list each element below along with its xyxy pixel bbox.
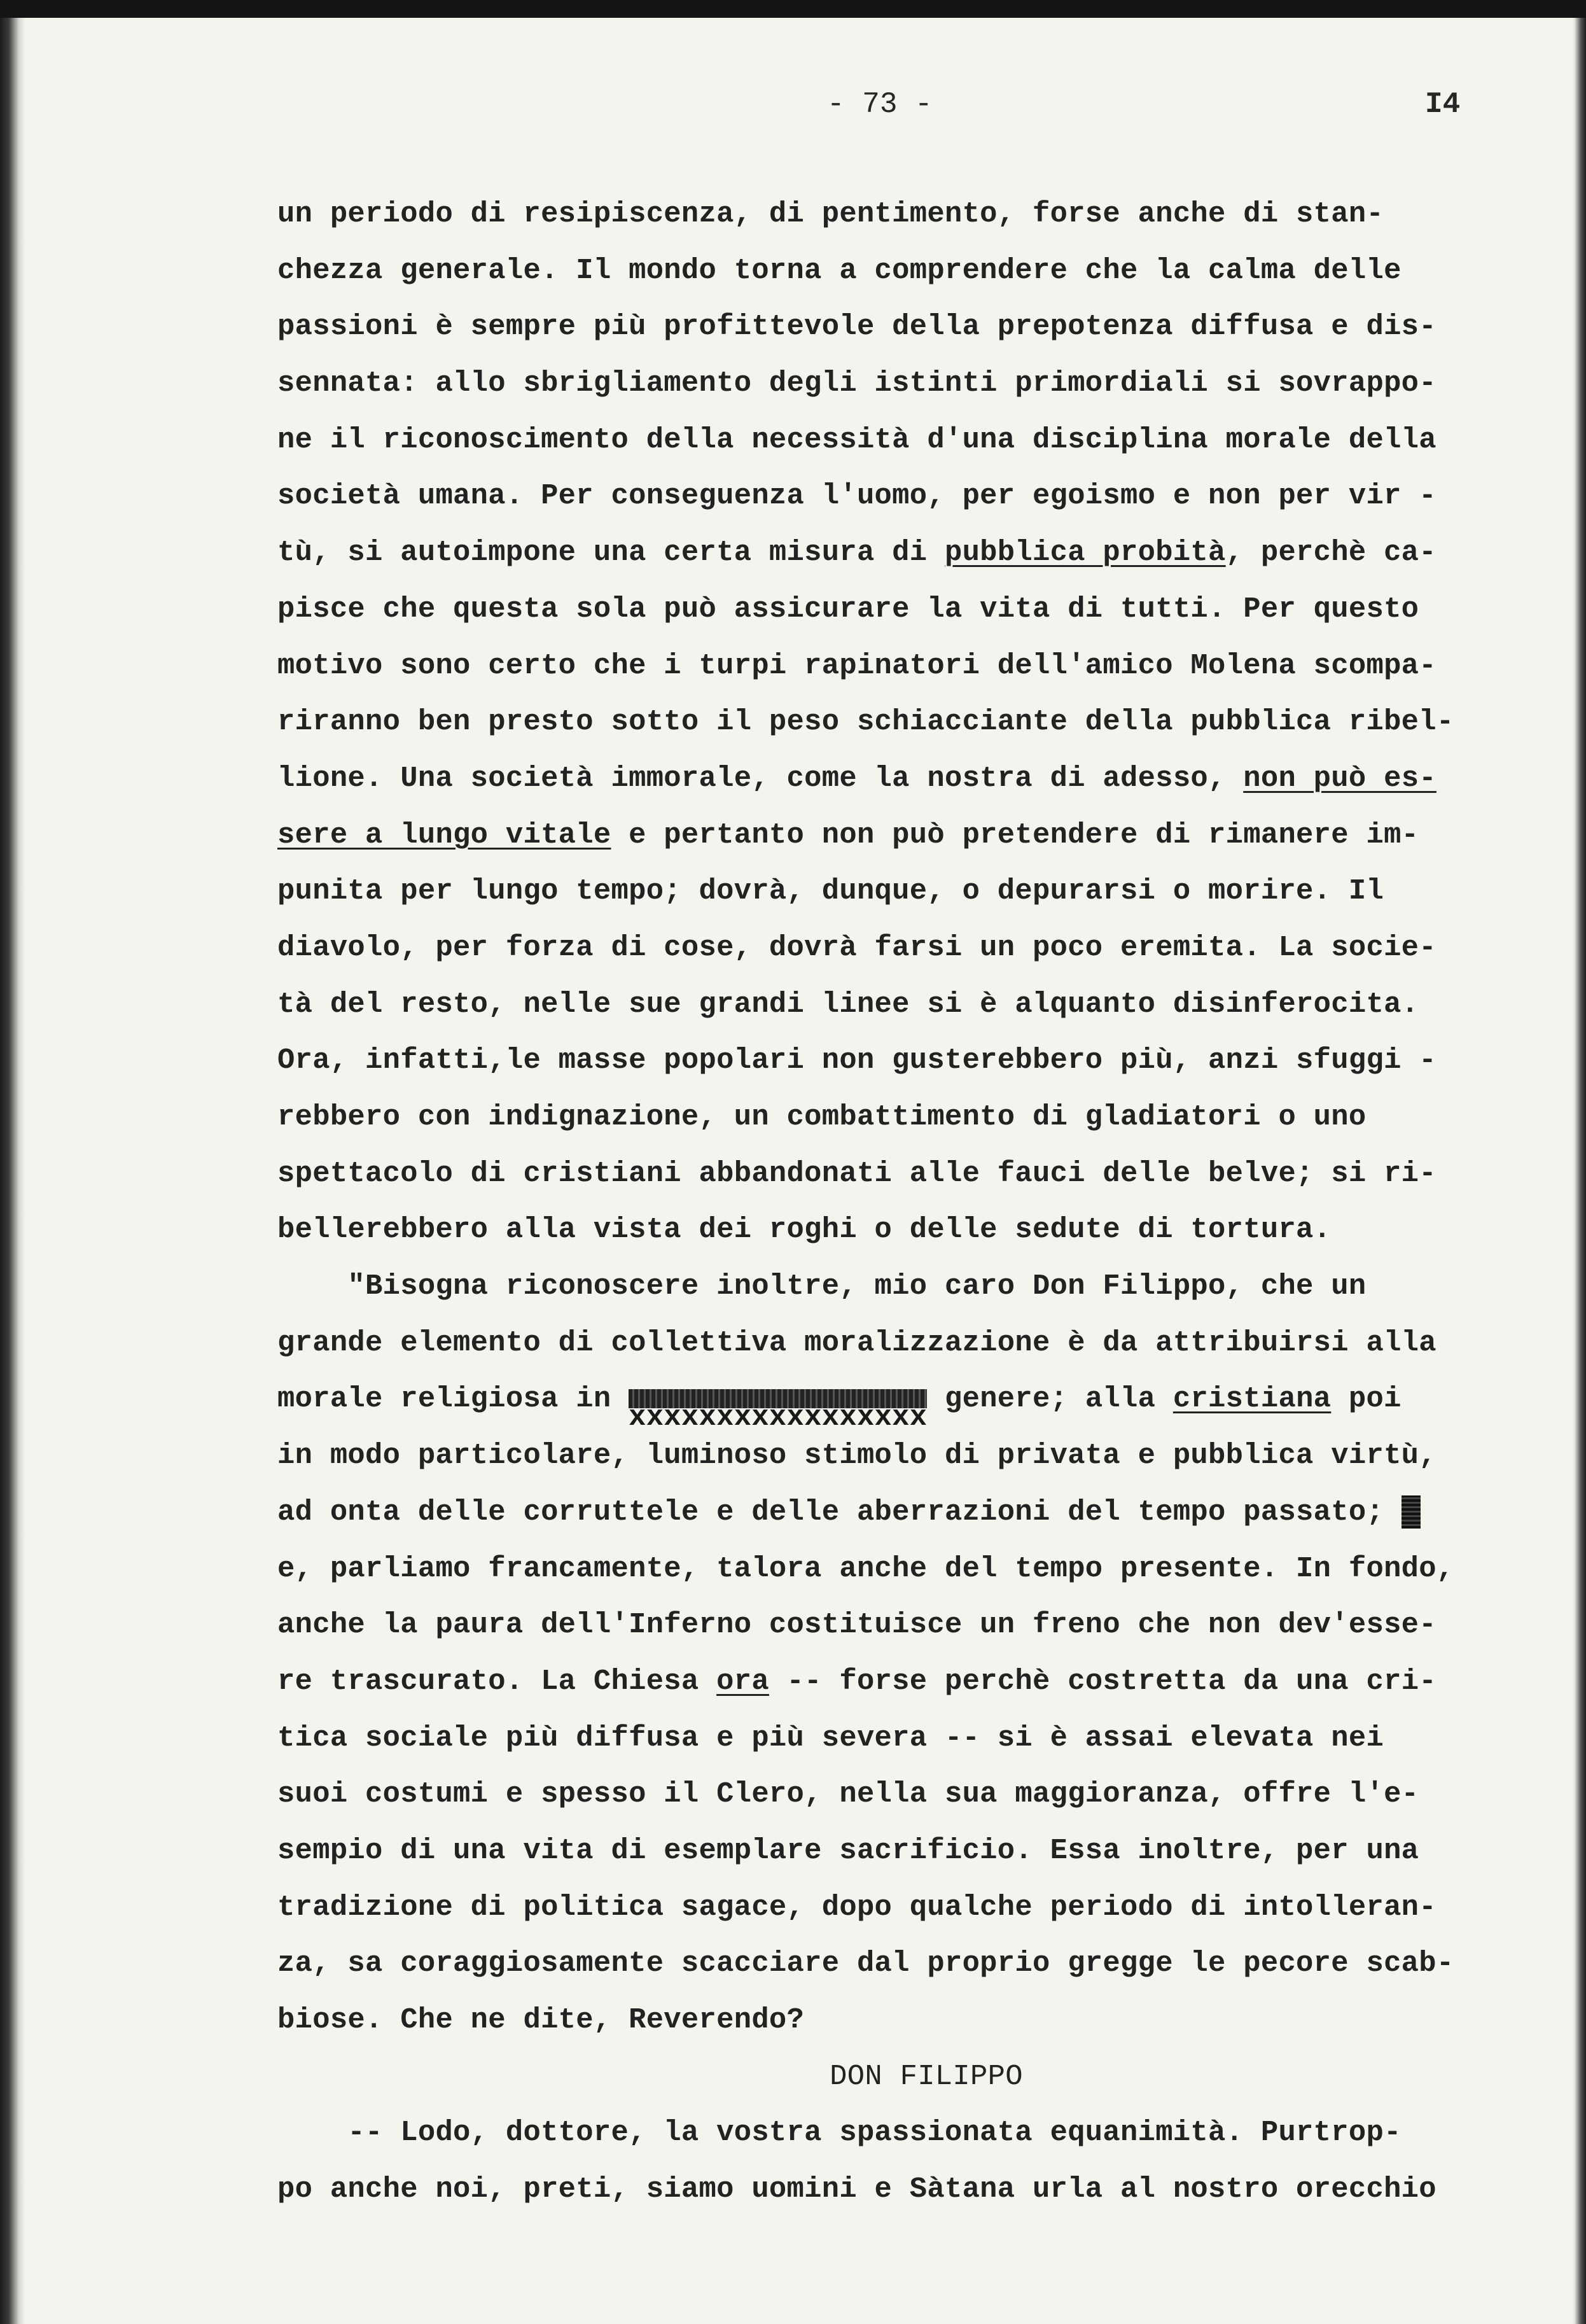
text-line: e, parliamo francamente, talora anche del tempo presente. In fondo, bbox=[277, 1551, 1454, 1585]
text-line: motivo sono certo che i turpi rapinatori dell'amico Molena scompa- bbox=[277, 648, 1436, 682]
struck-out-text: xxxxxxxxxxxxxxxxx bbox=[629, 1389, 927, 1408]
text-line: anche la paura dell'Inferno costituisce un freno che non dev'esse- bbox=[277, 1608, 1436, 1642]
text-line bbox=[277, 750, 1575, 807]
text-segment: ad onta delle corruttele e delle aberrazioni del tempo passato; bbox=[277, 1495, 1402, 1529]
page-number: - 73 - bbox=[827, 88, 933, 121]
text-line bbox=[277, 1484, 1575, 1541]
text-line bbox=[277, 524, 1575, 581]
text-segment: lione. Una società immorale, come la nostra di adesso, bbox=[277, 761, 1244, 795]
underlined-text: ora bbox=[716, 1664, 769, 1698]
text-line: tradizione di politica sagace, dopo qualche periodo di intolleran- bbox=[277, 1890, 1436, 1924]
text-line: punita per lungo tempo; dovrà, dunque, o depurarsi o morire. Il bbox=[277, 874, 1384, 908]
sheet-number: I4 bbox=[1425, 88, 1461, 121]
text-line: po anche noi, preti, siamo uomini e Sàtana urla al nostro orecchio bbox=[277, 2173, 1436, 2206]
body-text bbox=[277, 186, 1575, 2218]
text-line: -- Lodo, dottore, la vostra spassionata equanimità. Purtrop- bbox=[277, 2116, 1402, 2150]
text-line: suoi costumi e spesso il Clero, nella sua maggioranza, offre l'e- bbox=[277, 1777, 1419, 1811]
text-segment: morale religiosa in bbox=[277, 1382, 629, 1416]
text-line: un periodo di resipiscenza, di pentimento, forse anche di stan- bbox=[277, 197, 1384, 230]
underlined-text: non può es- bbox=[1243, 761, 1436, 795]
text-line: in modo particolare, luminoso stimolo di privata e pubblica virtù, bbox=[277, 1439, 1436, 1473]
text-line: chezza generale. Il mondo torna a comprendere che la calma delle bbox=[277, 253, 1402, 287]
text-line: grande elemento di collettiva moralizzazione è da attribuirsi alla bbox=[277, 1326, 1436, 1359]
text-segment: , perchè ca- bbox=[1225, 536, 1436, 570]
text-line: bellerebbero alla vista dei roghi o delle sedute di tortura. bbox=[277, 1213, 1332, 1247]
text-line: tica sociale più diffusa e più severa -- si è assai elevata nei bbox=[277, 1721, 1384, 1754]
text-line: ne il riconoscimento della necessità d'una disciplina morale della bbox=[277, 423, 1436, 456]
text-segment: e pertanto non può pretendere di rimanere im- bbox=[611, 818, 1419, 851]
text-line bbox=[277, 1371, 1575, 1434]
underlined-text: pubblica probità bbox=[944, 536, 1226, 570]
text-segment: tù, si autoimpone una certa misura di bbox=[277, 536, 945, 570]
text-line: "Bisogna riconoscere inoltre, mio caro Don Filippo, che un bbox=[277, 1270, 1367, 1303]
text-line: sennata: allo sbrigliamento degli istinti primordiali si sovrappo- bbox=[277, 367, 1436, 400]
text-line: riranno ben presto sotto il peso schiacciante della pubblica ribel- bbox=[277, 705, 1454, 739]
scan-top-border bbox=[0, 0, 1586, 18]
underlined-text: sere a lungo vitale bbox=[277, 818, 611, 851]
text-line: za, sa coraggiosamente scacciare dal proprio gregge le pecore scab- bbox=[277, 1947, 1454, 1980]
speaker-name: DON FILIPPO bbox=[830, 2059, 1023, 2093]
text-segment: -- forse perchè costretta da una cri- bbox=[769, 1664, 1436, 1698]
text-line: società umana. Per conseguenza l'uomo, per egoismo e non per vir - bbox=[277, 479, 1436, 513]
ink-smudge bbox=[1402, 1495, 1421, 1529]
page-header bbox=[0, 88, 1586, 132]
text-line: Ora, infatti,le masse popolari non gusterebbero più, anzi sfuggi - bbox=[277, 1044, 1436, 1077]
text-line: rebbero con indignazione, un combattimento di gladiatori o uno bbox=[277, 1100, 1367, 1133]
text-line: biose. Che ne dite, Reverendo? bbox=[277, 2003, 805, 2036]
text-line bbox=[277, 1653, 1575, 1710]
text-segment: genere; alla bbox=[927, 1382, 1173, 1416]
text-line: tà del resto, nelle sue grandi linee si è alquanto disinferocita. bbox=[277, 987, 1419, 1021]
underlined-text: cristiana bbox=[1172, 1382, 1332, 1416]
text-line bbox=[277, 807, 1575, 864]
text-line: passioni è sempre più profittevole della prepotenza diffusa e dis- bbox=[277, 310, 1436, 344]
text-line: spettacolo di cristiani abbandonati alle fauci delle belve; si ri- bbox=[277, 1156, 1436, 1190]
text-line: diavolo, per forza di cose, dovrà farsi un poco eremita. La socie- bbox=[277, 930, 1436, 964]
text-line: sempio di una vita di esemplare sacrificio. Essa inoltre, per una bbox=[277, 1833, 1419, 1867]
text-segment: re trascurato. La Chiesa bbox=[277, 1664, 717, 1698]
text-segment: poi bbox=[1331, 1382, 1402, 1416]
text-line: pisce che questa sola può assicurare la vita di tutti. Per questo bbox=[277, 592, 1419, 626]
scan-left-edge bbox=[0, 18, 25, 2324]
